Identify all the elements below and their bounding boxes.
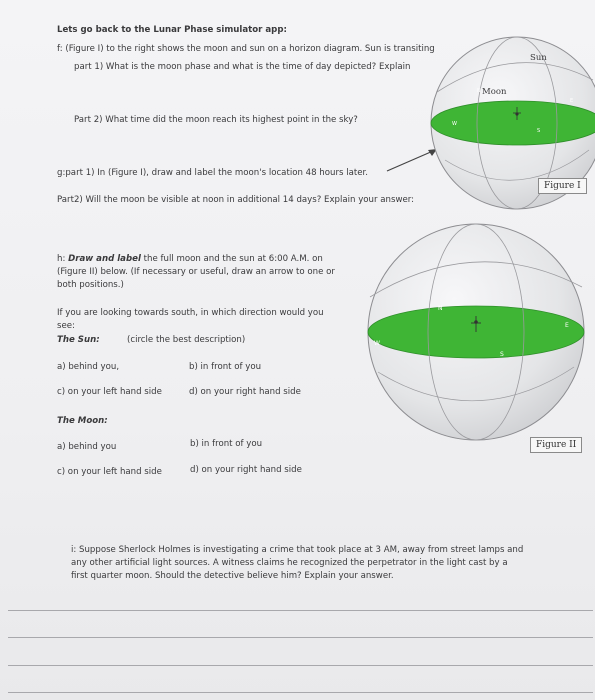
- answer-line-4[interactable]: [8, 692, 593, 693]
- svg-text:E: E: [570, 98, 574, 104]
- intro-title: Lets go back to the Lunar Phase simulator app:: [57, 25, 287, 35]
- figure-1-label: Figure I: [538, 178, 587, 194]
- circle-hint: (circle the best description): [127, 335, 246, 345]
- svg-text:E: E: [565, 322, 569, 329]
- question-h-prefix: h:: [57, 254, 66, 264]
- question-g-part2: Part2) Will the moon be visible at noon in additional 14 days? Explain your answer:: [57, 195, 415, 205]
- sun-heading: The Sun:: [57, 335, 100, 345]
- svg-text:W: W: [452, 121, 457, 127]
- svg-text:W: W: [374, 340, 380, 347]
- answer-line-3[interactable]: [8, 665, 593, 666]
- svg-text:S: S: [537, 128, 541, 134]
- sun-option-a[interactable]: a) behind you,: [57, 362, 120, 372]
- sun-option-d[interactable]: d) on your right hand side: [189, 387, 301, 397]
- question-h-line3: both positions.): [57, 280, 124, 290]
- sun-option-b[interactable]: b) in front of you: [189, 362, 262, 372]
- question-g-part1: g:part 1) In (Figure I), draw and label the moon's location 48 hours later.: [57, 168, 368, 178]
- sun-option-c[interactable]: c) on your left hand side: [57, 387, 162, 397]
- question-f-part1: part 1) What is the moon phase and what is the time of day depicted? Explain: [74, 62, 411, 72]
- svg-text:N: N: [477, 88, 481, 94]
- figure-2-horizon-diagram: [360, 222, 590, 452]
- figure-2-label: Figure II: [530, 437, 582, 453]
- answer-line-1[interactable]: [8, 610, 593, 611]
- question-h-emphasis: Draw and label: [68, 254, 141, 264]
- question-h-line2: (Figure II) below. (If necessary or useful, draw an arrow to one or: [57, 267, 335, 277]
- question-i-line1: i: Suppose Sherlock Holmes is investigating a crime that took place at 3 AM, away from street lamps and: [71, 545, 524, 555]
- svg-text:S: S: [500, 351, 504, 358]
- moon-option-b[interactable]: b) in front of you: [190, 439, 263, 449]
- question-i-line2: any other artificial light sources. A witness claims he recognized the perpetrator in the light cast by a: [71, 558, 508, 568]
- svg-text:N: N: [438, 305, 443, 312]
- question-i-line3: first quarter moon. Should the detective believe him? Explain your answer.: [71, 571, 394, 581]
- moon-option-d[interactable]: d) on your right hand side: [190, 465, 302, 475]
- moon-heading: The Moon:: [57, 416, 108, 426]
- sun-label: Sun: [530, 53, 547, 63]
- question-f-line1: f: (Figure I) to the right shows the moon and sun on a horizon diagram. Sun is transiting: [57, 44, 435, 54]
- south-question-line2: see:: [57, 321, 75, 331]
- moon-option-a[interactable]: a) behind you: [57, 442, 117, 452]
- question-f-part2: Part 2) What time did the moon reach its highest point in the sky?: [74, 115, 358, 125]
- moon-option-c[interactable]: c) on your left hand side: [57, 467, 162, 477]
- moon-label: Moon: [482, 87, 507, 97]
- question-h-line1: [57, 253, 323, 265]
- answer-line-2[interactable]: [8, 637, 593, 638]
- south-question-line1: If you are looking towards south, in which direction would you: [57, 308, 324, 318]
- question-h-line1-rest: the full moon and the sun at 6:00 A.M. on: [143, 254, 323, 264]
